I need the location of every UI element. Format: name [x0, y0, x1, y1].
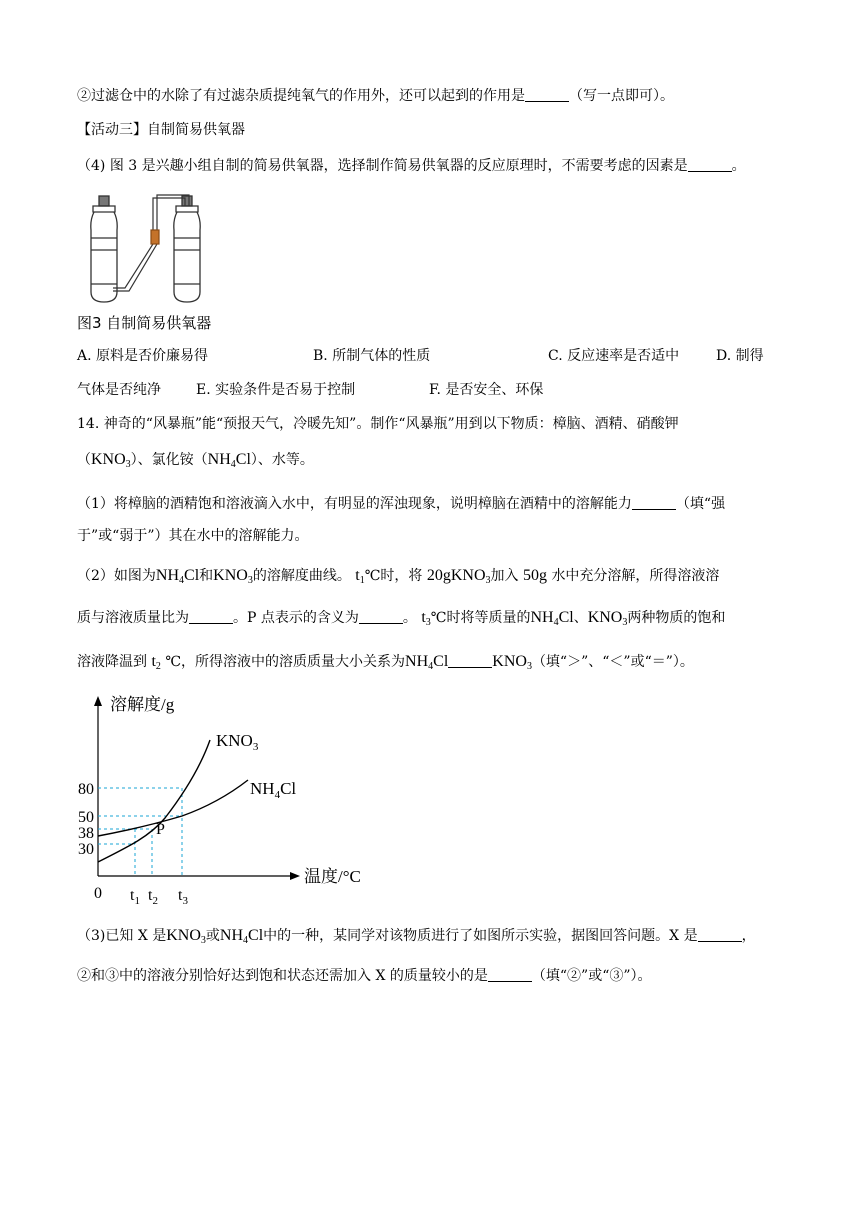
- answer-blank[interactable]: [448, 653, 492, 668]
- q4-line: （4) 图 3 是兴趣小组自制的简易供氧器，选择制作简易供氧器的反应原理时，不需要考虑的因素是 。: [77, 158, 746, 174]
- svg-text:t2: $t_2$: [148, 887, 158, 907]
- y-tick-80: 80: [78, 781, 94, 798]
- x-tick-t2: [148, 887, 158, 907]
- y-axis-label: 溶解度/g: [110, 695, 175, 714]
- option-a: A. 原料是否价廉易得: [77, 348, 209, 364]
- solubility-chart: [70, 690, 390, 910]
- q14-part2-line1: （2）如图为$NH_4Cl$和$KNO_3$的溶解度曲线。 $t_1℃$时，将 20gKNO$_3$加入 50g 水中充分溶解，所得溶液溶: [77, 567, 720, 586]
- y-tick-30: 30: [78, 841, 94, 858]
- q14-intro: 14. 神奇的“风暴瓶”能“预报天气，冷暖先知”。制作“风暴瓶”用到以下物质：樟脑、酒精、硝酸钾: [77, 416, 679, 432]
- option-d: D. 制得: [716, 348, 764, 364]
- y-tick-50: 50: [78, 809, 94, 826]
- q14-intro-2: $(KNO_3)$、氯化铵$(NH_4Cl)$、水等。: [77, 451, 314, 470]
- left-bottle-icon: [91, 196, 117, 302]
- option-b: B. 所制气体的性质: [313, 348, 431, 364]
- nh4cl-label: [250, 779, 296, 801]
- right-bottle-icon: [174, 196, 200, 302]
- figure-caption: 图3 自制简易供氧器: [77, 314, 212, 332]
- option-d-cont: 气体是否纯净: [77, 382, 161, 398]
- option-e: E. 实验条件是否易于控制: [196, 382, 356, 398]
- option-f: F. 是否安全、环保: [429, 382, 544, 398]
- y-tick-38: 38: [78, 825, 94, 842]
- x-tick-t1: [130, 887, 140, 907]
- x-axis-arrow: [290, 872, 300, 880]
- x-tick-t3: [178, 887, 188, 907]
- answer-blank[interactable]: [632, 495, 676, 510]
- q14-part1-cont: 于”或“弱于”）其在水中的溶解能力。: [77, 528, 309, 544]
- q13-water-line: ②过滤仓中的水除了有过滤杂质提纯氧气的作用外，还可以起到的作用是 （写一点即可）。: [77, 88, 674, 104]
- guide-lines: [98, 788, 182, 876]
- q14-part2-line3: 溶液降温到 $t_2$ ℃，所得溶液中的溶质质量大小关系为$NH_4Cl$ $KNO_3$（填“＞”、“＜”或“＝”）。: [77, 653, 694, 672]
- answer-blank[interactable]: [688, 157, 732, 172]
- oxygen-generator-figure: [85, 192, 225, 308]
- kno3-label: [216, 731, 259, 753]
- answer-blank[interactable]: [488, 967, 532, 982]
- connecting-tube-icon: [113, 195, 189, 291]
- point-p-label: P: [156, 821, 165, 838]
- svg-text:NH4Cl: $NH_4Cl$: [250, 779, 297, 801]
- svg-text:KNO3: $KNO_3$: [216, 731, 259, 753]
- svg-text:t1: $t_1$: [130, 887, 140, 907]
- q14-part3-line2: ②和③中的溶液分别恰好达到饱和状态还需加入 X 的质量较小的是 （填“②”或“③”）。: [77, 968, 652, 984]
- svg-text:t3: $t_3$: [178, 887, 188, 907]
- answer-blank[interactable]: [189, 609, 233, 624]
- option-c: C. 反应速率是否适中: [548, 348, 680, 364]
- answer-blank[interactable]: [359, 609, 403, 624]
- origin-label: 0: [94, 885, 102, 902]
- q14-part3-line1: （3)已知 X 是$KNO_3$或$NH_4Cl$中的一种，某同学对该物质进行了如图所示实验，据图回答问题。X 是 ，: [77, 927, 756, 946]
- x-axis-label: 温度/°C: [304, 867, 361, 886]
- q14-part1: （1）将樟脑的酒精饱和溶液滴入水中，有明显的浑浊现象，说明樟脑在酒精中的溶解能力 （填“强: [77, 496, 726, 512]
- y-axis-arrow: [94, 696, 102, 706]
- kno3-curve: [98, 740, 210, 862]
- q14-part2-line2: 质与溶液质量比为 。P 点表示的含义为 。 $t_3℃$时将等质量的$NH_4Cl$、$KNO_3$两种物质的饱和: [77, 609, 726, 628]
- answer-blank[interactable]: [525, 87, 569, 102]
- activity-3-heading: 【活动三】自制简易供氧器: [77, 122, 245, 138]
- answer-blank[interactable]: [698, 927, 742, 942]
